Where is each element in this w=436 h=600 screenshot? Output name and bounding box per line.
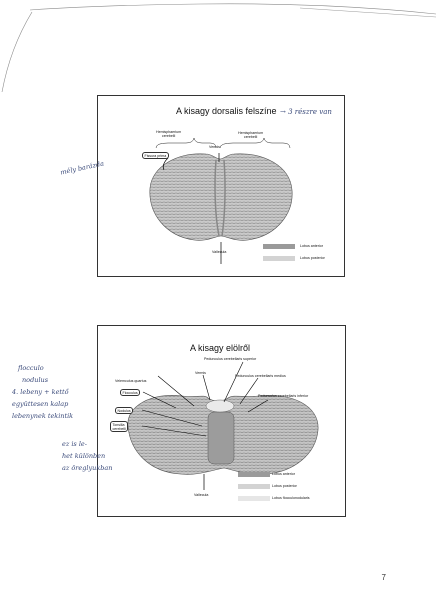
legend2-label-anterior: Lobus anterior	[272, 472, 295, 476]
slide1-title-note: → 3 részre van	[280, 108, 332, 116]
legend2-label-flocculonodular: Lobus flocculonodularis	[272, 496, 310, 500]
cerebellum-dorsal-illustration	[98, 96, 344, 276]
margin-note-deep-groove: mély barázda	[59, 159, 105, 177]
label-flocculus: Flocculus	[120, 389, 140, 396]
slide-dorsal-surface	[97, 95, 345, 277]
label-vallecula-front: Vallecula	[194, 493, 209, 497]
margin-note-6: ez is le-	[62, 440, 87, 448]
label-hemisphere-left: Hemisphaerium cerebelli	[156, 130, 182, 139]
legend-swatch-posterior	[263, 256, 295, 261]
legend2-swatch-posterior	[238, 484, 270, 489]
margin-note-8: az öreglyukban	[62, 464, 113, 472]
label-ped-inferior: Pedunculus cerebellaris inferior	[258, 394, 309, 398]
margin-note-7: het különben	[62, 452, 106, 460]
label-tonsilla: Tonsilla cerebelli	[110, 421, 128, 432]
slide-front-view	[97, 325, 346, 517]
slide2-title: A kisagy elölről	[190, 343, 251, 353]
label-vermis-front: Vermis	[195, 371, 206, 375]
label-velum: Velemculus quartus	[115, 379, 147, 383]
legend2-label-posterior: Lobus posterior	[272, 484, 297, 488]
label-ped-superior: Pedunculus cerebellaris superior	[204, 357, 257, 361]
page-number: 7	[381, 573, 386, 582]
label-hemisphere-right: Hemisphaerium cerebelli	[238, 131, 264, 140]
legend-label-posterior: Lobus posterior	[300, 256, 325, 260]
margin-note-5: lebenynek tekintik	[12, 412, 74, 420]
margin-note-1: flocculo	[18, 364, 44, 372]
legend-swatch-anterior	[263, 244, 295, 249]
legend2-swatch-anterior	[238, 472, 270, 477]
margin-note-3: 4. lebeny + kettő	[12, 388, 69, 396]
label-vermis-dorsal: Vermis	[209, 145, 220, 149]
label-ped-medius: Pedunculus cerebellaris medius	[235, 374, 286, 378]
legend2-swatch-flocculonodular	[238, 496, 270, 501]
legend-label-anterior: Lobus anterior	[300, 244, 323, 248]
label-vallecula-dorsal: Vallecula	[212, 250, 227, 254]
label-fissura-prima: Fissura prima	[142, 152, 169, 159]
cerebellum-anterior-illustration	[98, 326, 345, 516]
margin-note-2: nodulus	[22, 376, 49, 384]
margin-note-4: együttesen kalap	[12, 400, 69, 408]
label-nodulus: Nodulus	[115, 407, 133, 414]
slide1-title: A kisagy dorsalis felszíne	[176, 106, 277, 116]
